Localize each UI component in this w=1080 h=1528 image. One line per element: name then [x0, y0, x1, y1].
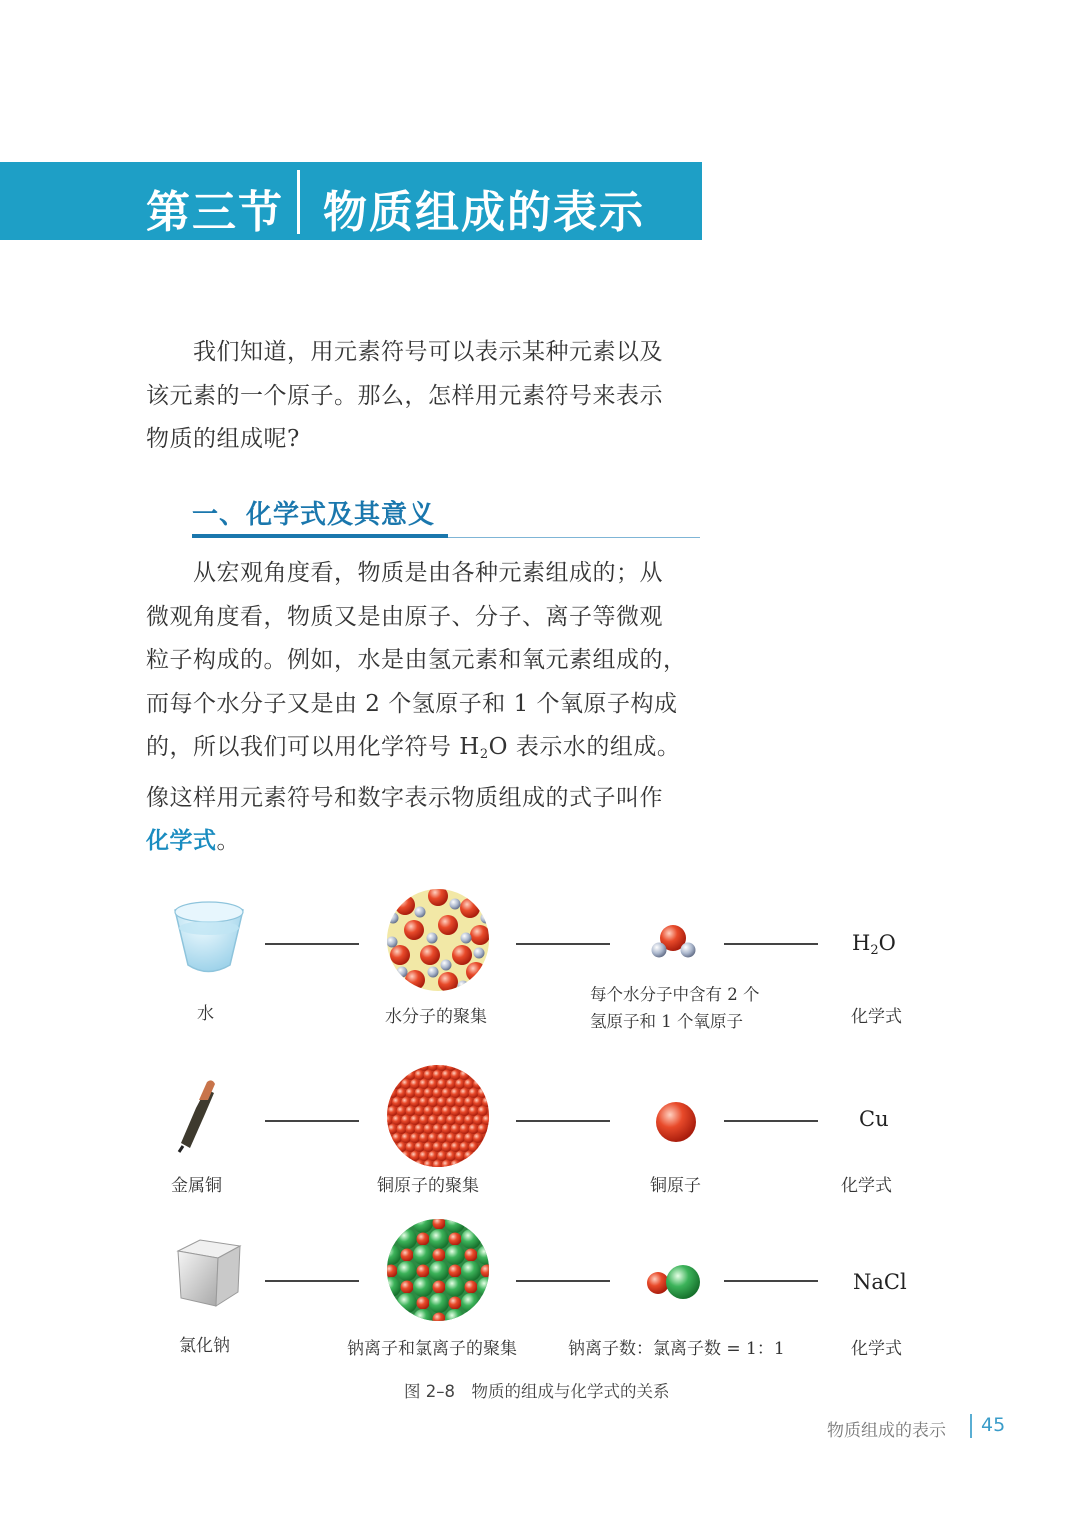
connector-line [724, 943, 818, 945]
substance-label: 金属铜 [171, 1176, 222, 1196]
subsection-heading: 一、化学式及其意义 [192, 500, 436, 530]
particle-label: 铜原子 [650, 1176, 701, 1196]
page-number: 45 [981, 1414, 1006, 1436]
formula-subscript: 2 [870, 943, 879, 958]
aggregate-label: 水分子的聚集 [385, 1007, 487, 1027]
body-line: 从宏观角度看，物质是由各种元素组成的；从 [193, 560, 663, 586]
body-line: 而每个水分子又是由 2 个氢原子和 1 个氧原子构成 [146, 690, 678, 717]
figure-caption: 图 2–8 物质的组成与化学式的关系 [404, 1382, 670, 1401]
body-line: 像这样用元素符号和数字表示物质组成的式子叫作 [146, 784, 663, 811]
copper-wire-image [179, 1080, 215, 1152]
body-line: 微观角度看，物质又是由原子、分子、离子等微观 [146, 603, 663, 630]
connector-line [516, 1280, 610, 1282]
connector-line [516, 1120, 610, 1122]
aggregate-label: 铜原子的聚集 [377, 1176, 479, 1196]
intro-line: 我们知道，用元素符号可以表示某种元素以及 [193, 339, 663, 365]
formula-symbol: O [878, 931, 896, 955]
copper-atom-aggregate-image [383, 1061, 492, 1170]
connector-line [265, 943, 359, 945]
connector-line [724, 1120, 818, 1122]
water-molecule-image [652, 925, 696, 958]
body-text: O 表示水的组成。 [488, 734, 681, 760]
ion-pair-image [647, 1265, 700, 1299]
formula-label: 化学式 [851, 1339, 902, 1359]
footer-divider [970, 1414, 972, 1438]
body-text: 。 [216, 828, 240, 854]
formula-label: 化学式 [851, 1007, 902, 1027]
sodium-chloride-aggregate-image [381, 1213, 497, 1329]
chemical-formula: Cu [859, 1107, 889, 1131]
substance-label: 氯化钠 [179, 1336, 230, 1356]
water-cup-image [175, 902, 243, 972]
formula-label: 化学式 [841, 1176, 892, 1196]
footer-chapter-title: 物质组成的表示 [827, 1421, 946, 1441]
intro-line: 物质的组成呢? [146, 426, 300, 452]
body-text: 的，所以我们可以用化学符号 H [146, 734, 480, 760]
connector-line [516, 943, 610, 945]
formula-symbol: H [852, 931, 871, 955]
water-molecule-aggregate-image [387, 886, 492, 992]
aggregate-label: 钠离子和氯离子的聚集 [347, 1339, 517, 1359]
connector-line [265, 1120, 359, 1122]
particle-label: 钠离子数：氯离子数 = 1：1 [568, 1339, 785, 1359]
salt-crystal-image [178, 1240, 240, 1306]
chemical-formula: NaCl [853, 1270, 907, 1294]
chemical-formula [852, 931, 896, 958]
key-term: 化学式 [146, 828, 217, 854]
intro-line: 该元素的一个原子。那么，怎样用元素符号来表示 [146, 382, 663, 409]
subscript: 2 [479, 747, 489, 762]
body-line: 粒子构成的。例如，水是由氢元素和氧元素组成的， [146, 647, 687, 673]
copper-atom-image [656, 1102, 696, 1142]
connector-line [265, 1280, 359, 1282]
particle-label-line2: 氢原子和 1 个氧原子 [590, 1012, 743, 1031]
substance-label: 水 [197, 1004, 214, 1024]
section-title: 物质组成的表示 [323, 187, 645, 238]
connector-line [724, 1280, 818, 1282]
section-number: 第三节 [146, 187, 284, 238]
particle-label-line1: 每个水分子中含有 2 个 [590, 985, 760, 1004]
